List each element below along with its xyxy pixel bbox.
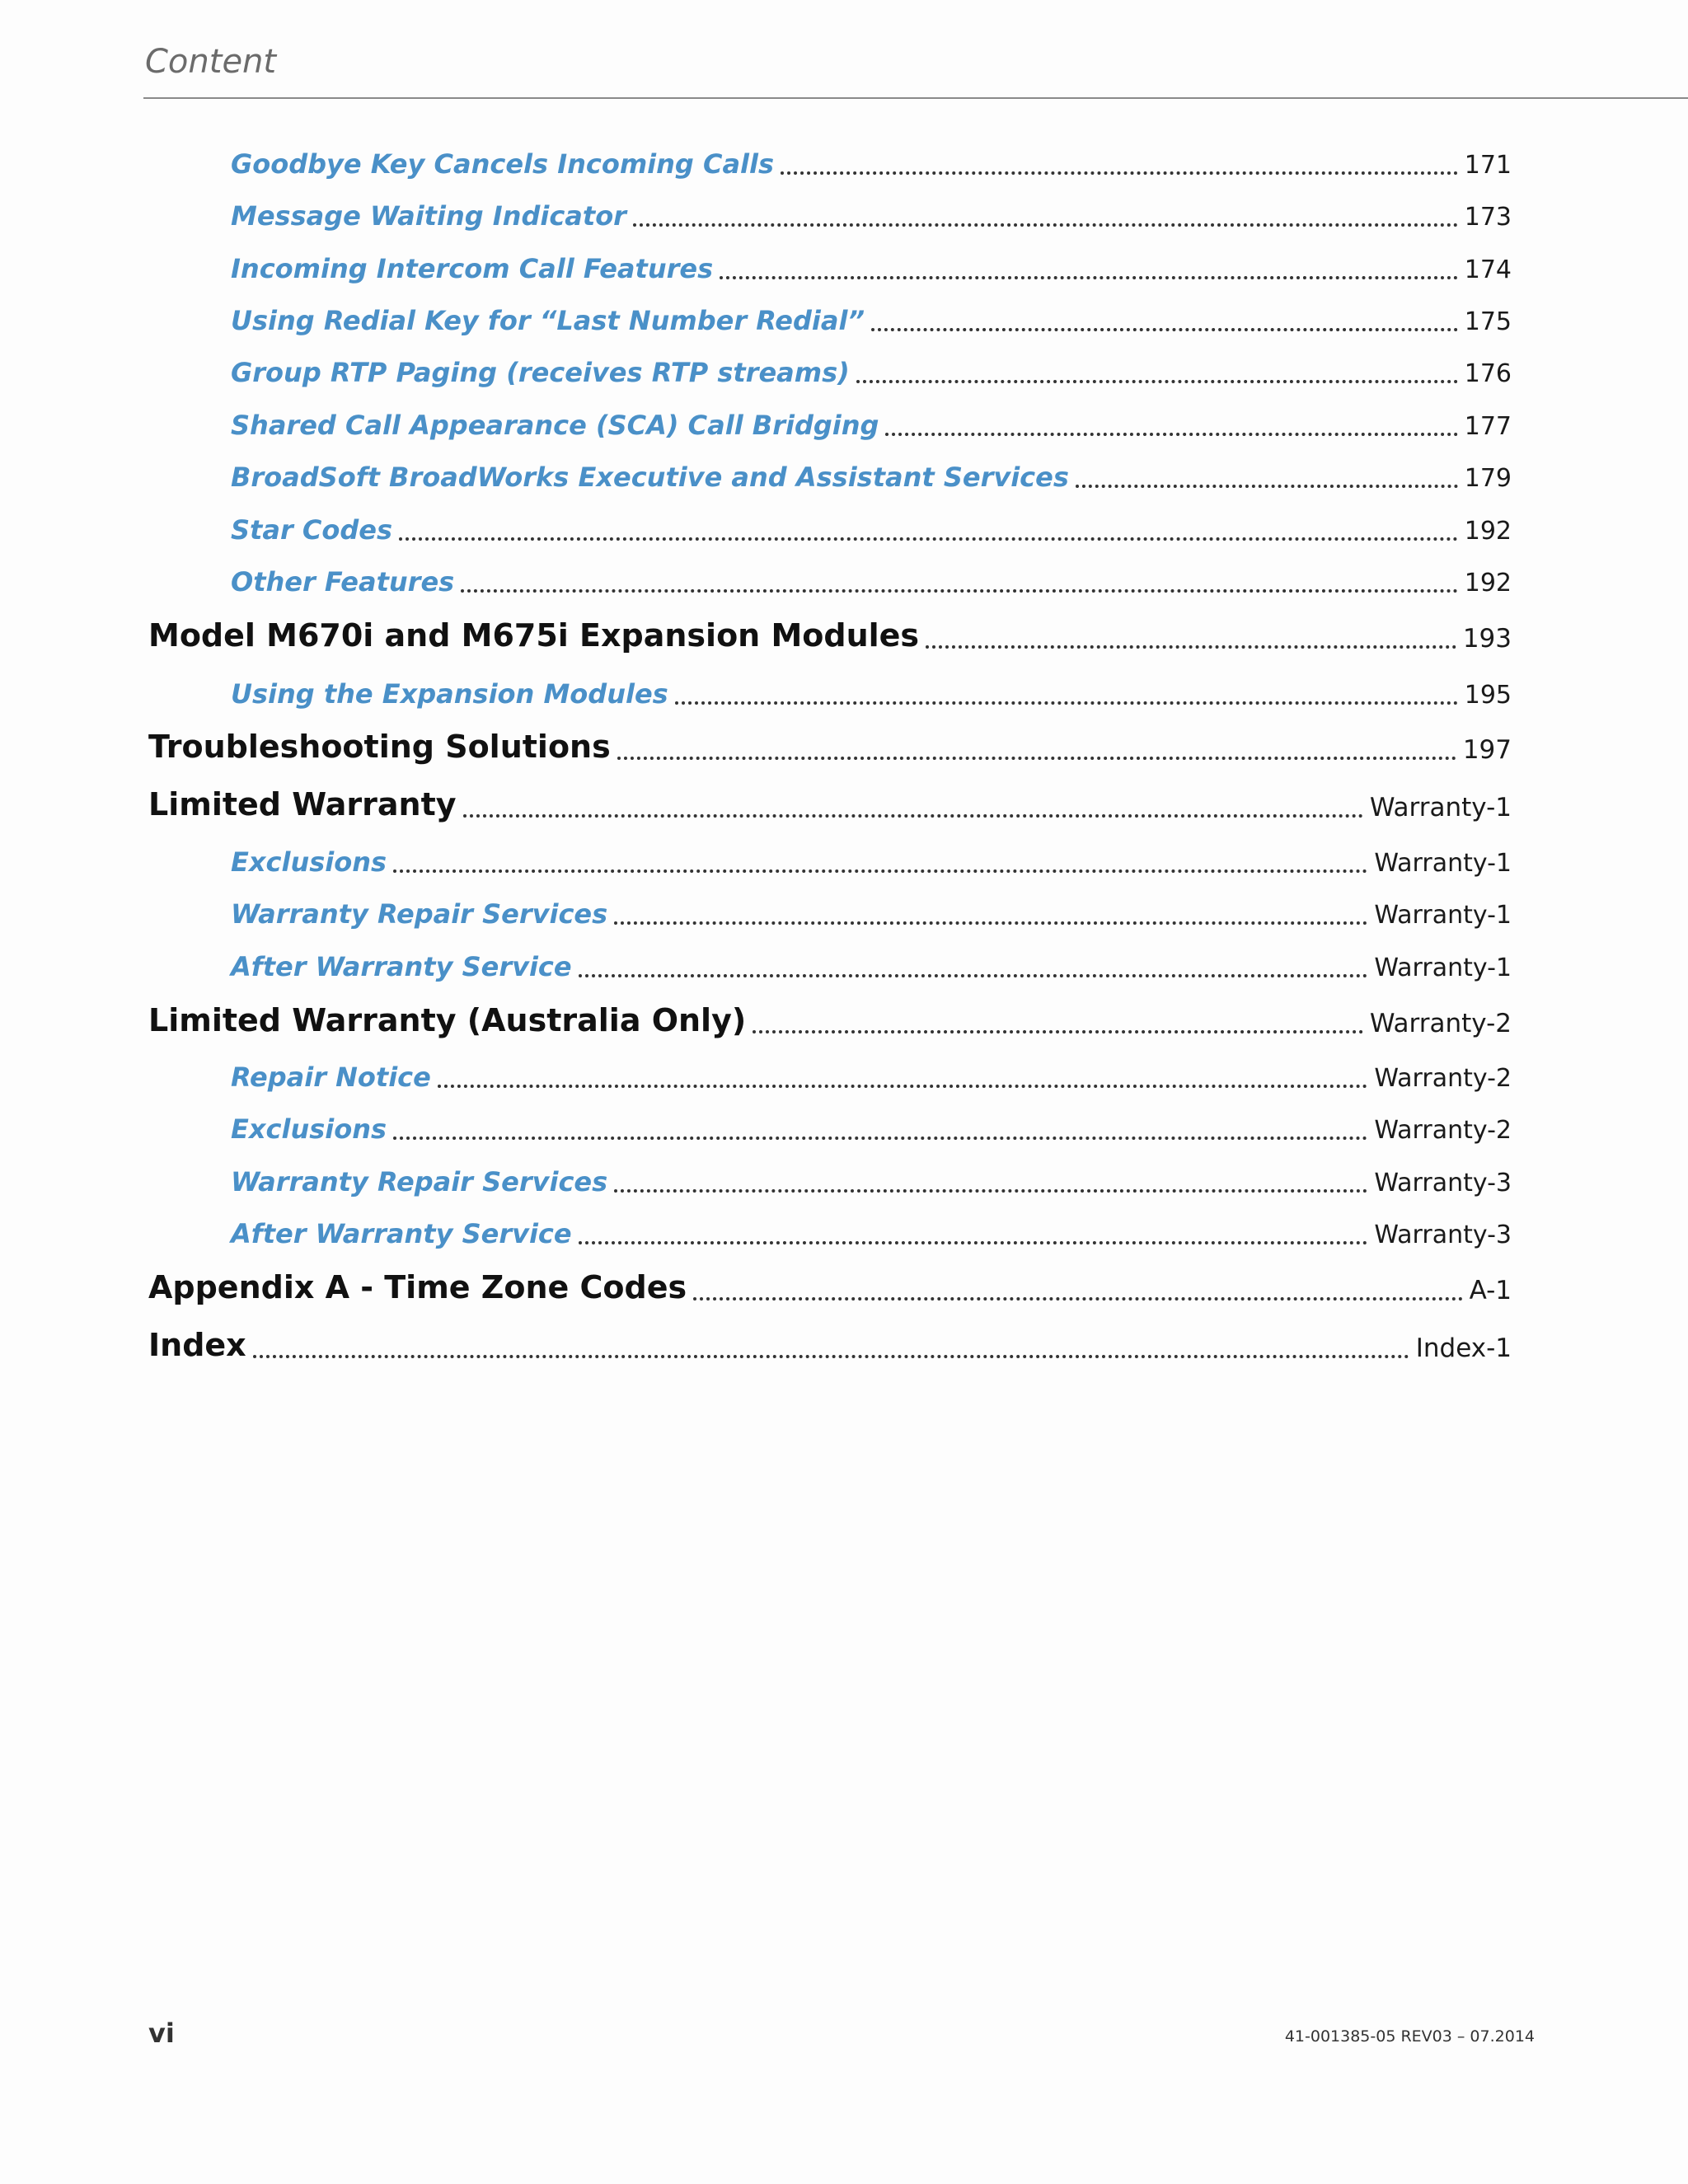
toc-leader-dots bbox=[720, 276, 1458, 279]
toc-entry-page: 179 bbox=[1464, 464, 1512, 493]
toc-leader-dots bbox=[693, 1297, 1462, 1301]
toc-entry-title[interactable]: Troubleshooting Solutions bbox=[148, 729, 611, 765]
toc-entry-page: 192 bbox=[1464, 517, 1512, 546]
footer-doc-id: 41-001385-05 REV03 – 07.2014 bbox=[1284, 2027, 1535, 2046]
toc-entry-repair-notice[interactable] bbox=[0, 1053, 1688, 1103]
toc-entry-page: Warranty-3 bbox=[1374, 1221, 1512, 1249]
page-header-title: Content bbox=[145, 43, 277, 81]
toc-entry-broadsoft-executive[interactable] bbox=[0, 453, 1688, 503]
toc-entry-title[interactable]: Warranty Repair Services bbox=[231, 898, 608, 930]
toc-leader-dots bbox=[579, 1241, 1368, 1244]
toc-entry-title[interactable]: Index bbox=[148, 1327, 246, 1363]
toc-leader-dots bbox=[393, 1137, 1367, 1140]
toc-entry-page: Warranty-1 bbox=[1369, 793, 1512, 823]
toc-entry-page: 197 bbox=[1462, 735, 1512, 765]
toc-entry-exclusions[interactable] bbox=[0, 838, 1688, 888]
toc-entry-page: 174 bbox=[1464, 255, 1512, 284]
toc-entry-using-expansion-modules[interactable] bbox=[0, 670, 1688, 719]
toc-entry-title[interactable]: Model M670i and M675i Expansion Modules bbox=[148, 617, 920, 654]
toc-entry-message-waiting[interactable] bbox=[0, 192, 1688, 241]
toc-entry-page: Warranty-3 bbox=[1374, 1169, 1512, 1197]
toc-entry-title[interactable]: Exclusions bbox=[231, 1113, 387, 1145]
toc-entry-title[interactable]: Repair Notice bbox=[231, 1062, 431, 1093]
toc-entry-limited-warranty[interactable] bbox=[0, 783, 1688, 832]
toc-leader-dots bbox=[614, 921, 1367, 925]
toc-leader-dots bbox=[393, 869, 1367, 873]
toc-entry-index[interactable] bbox=[0, 1324, 1688, 1373]
toc-entry-sca-bridging[interactable] bbox=[0, 401, 1688, 451]
toc-leader-dots bbox=[579, 974, 1368, 977]
toc-entry-page: Warranty-1 bbox=[1374, 849, 1512, 878]
toc-entry-title[interactable]: Using the Expansion Modules bbox=[231, 678, 668, 710]
toc-leader-dots bbox=[781, 171, 1458, 175]
toc-leader-dots bbox=[753, 1030, 1363, 1033]
toc-leader-dots bbox=[926, 645, 1456, 649]
toc-entry-title[interactable]: Star Codes bbox=[231, 514, 392, 546]
footer-page-number: vi bbox=[148, 2018, 175, 2049]
toc-entry-title[interactable]: Group RTP Paging (receives RTP streams) bbox=[231, 357, 850, 388]
toc-entry-goodbye-key[interactable] bbox=[0, 140, 1688, 190]
toc-entry-title[interactable]: Limited Warranty bbox=[148, 786, 457, 823]
toc-entry-page: 177 bbox=[1464, 412, 1512, 441]
toc-leader-dots bbox=[1076, 485, 1458, 488]
toc-entry-page: Warranty-1 bbox=[1374, 954, 1512, 982]
toc-leader-dots bbox=[856, 380, 1458, 383]
toc-entry-title[interactable]: Incoming Intercom Call Features bbox=[231, 253, 714, 284]
toc-entry-warranty-repair-services[interactable] bbox=[0, 1158, 1688, 1207]
toc-leader-dots bbox=[438, 1085, 1368, 1088]
toc-leader-dots bbox=[463, 814, 1363, 818]
toc-leader-dots bbox=[399, 537, 1458, 541]
toc-entry-page: 173 bbox=[1464, 203, 1512, 232]
toc-leader-dots bbox=[614, 1189, 1367, 1193]
toc-entry-page: Warranty-2 bbox=[1369, 1009, 1512, 1038]
toc-entry-after-warranty-service[interactable] bbox=[0, 943, 1688, 992]
toc-entry-page: Index-1 bbox=[1415, 1333, 1512, 1363]
toc-entry-star-codes[interactable] bbox=[0, 506, 1688, 555]
toc-entry-page: 193 bbox=[1462, 624, 1512, 654]
toc-entry-title[interactable]: Appendix A - Time Zone Codes bbox=[148, 1269, 687, 1305]
toc-entry-appendix-a[interactable] bbox=[0, 1266, 1688, 1315]
toc-leader-dots bbox=[461, 589, 1458, 593]
toc-entry-other-features[interactable] bbox=[0, 558, 1688, 607]
toc-leader-dots bbox=[885, 433, 1457, 436]
toc-entry-title[interactable]: Warranty Repair Services bbox=[231, 1166, 608, 1197]
toc-entry-title[interactable]: Message Waiting Indicator bbox=[231, 200, 626, 232]
toc-leader-dots bbox=[675, 701, 1458, 705]
toc-entry-page: Warranty-1 bbox=[1374, 901, 1512, 930]
toc-entry-title[interactable]: Shared Call Appearance (SCA) Call Bridging bbox=[231, 410, 879, 441]
toc-entry-title[interactable]: Goodbye Key Cancels Incoming Calls bbox=[231, 148, 775, 180]
toc-entry-group-rtp-paging[interactable] bbox=[0, 349, 1688, 398]
toc-entry-page: 195 bbox=[1464, 681, 1512, 710]
toc-entry-page: 176 bbox=[1464, 359, 1512, 388]
toc-leader-dots bbox=[871, 328, 1458, 331]
toc-entry-page: Warranty-2 bbox=[1374, 1116, 1512, 1145]
toc-entry-title[interactable]: Using Redial Key for “Last Number Redial” bbox=[231, 305, 865, 336]
toc-leader-dots bbox=[253, 1355, 1409, 1358]
toc-entry-after-warranty-service[interactable] bbox=[0, 1210, 1688, 1259]
toc-entry-troubleshooting[interactable] bbox=[0, 725, 1688, 775]
toc-entry-page: Warranty-2 bbox=[1374, 1064, 1512, 1093]
toc-entry-expansion-modules[interactable] bbox=[0, 614, 1688, 663]
toc-entry-page: 171 bbox=[1464, 151, 1512, 180]
toc-entry-title[interactable]: After Warranty Service bbox=[231, 1218, 572, 1249]
toc-entry-page: A-1 bbox=[1469, 1276, 1512, 1305]
toc-leader-dots bbox=[617, 757, 1456, 760]
toc-entry-limited-warranty-australia[interactable] bbox=[0, 999, 1688, 1048]
toc-entry-warranty-repair-services[interactable] bbox=[0, 890, 1688, 940]
toc-entry-incoming-intercom[interactable] bbox=[0, 245, 1688, 294]
toc-entry-redial-key[interactable] bbox=[0, 297, 1688, 346]
toc-entry-title[interactable]: After Warranty Service bbox=[231, 951, 572, 982]
toc-entry-exclusions[interactable] bbox=[0, 1105, 1688, 1155]
toc-entry-title[interactable]: Exclusions bbox=[231, 846, 387, 878]
toc-entry-page: 192 bbox=[1464, 569, 1512, 598]
toc-entry-title[interactable]: Limited Warranty (Australia Only) bbox=[148, 1002, 747, 1038]
toc-leader-dots bbox=[633, 223, 1458, 227]
toc-entry-title[interactable]: BroadSoft BroadWorks Executive and Assistant Services bbox=[231, 462, 1069, 493]
toc-entry-page: 175 bbox=[1464, 307, 1512, 336]
toc-entry-title[interactable]: Other Features bbox=[231, 566, 455, 598]
